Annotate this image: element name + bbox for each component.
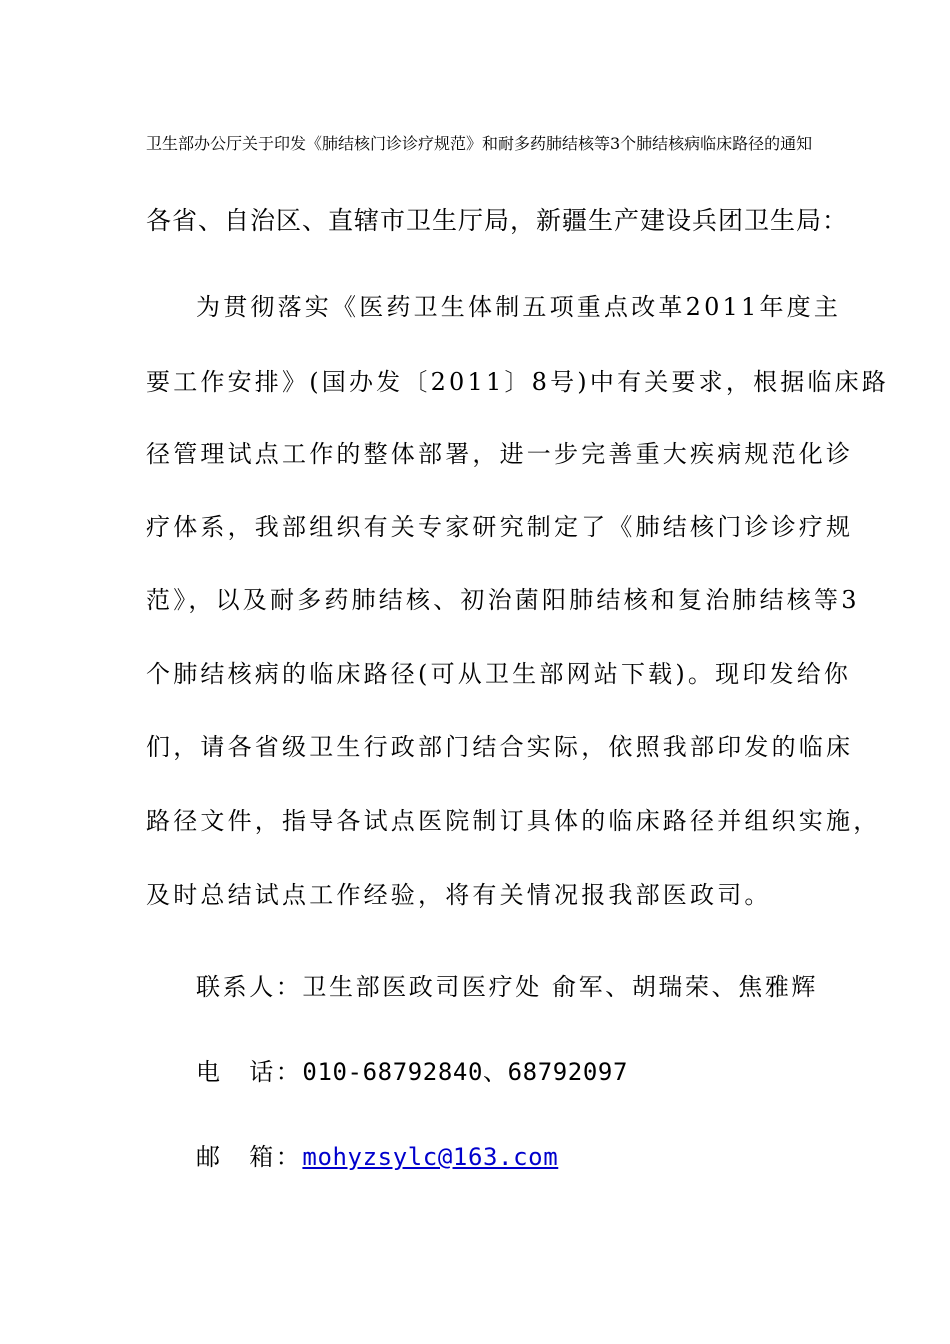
body-line-7: 们，请各省级卫生行政部门结合实际，依照我部印发的临床 <box>146 733 854 761</box>
document-title: 卫生部办公厅关于印发《肺结核门诊诊疗规范》和耐多药肺结核等3个肺结核病临床路径的通知 <box>146 134 813 153</box>
contact-person-value: 卫生部医政司医疗处 俞军、胡瑞荣、焦雅辉 <box>302 973 819 1001</box>
body-line-3: 径管理试点工作的整体部署，进一步完善重大疾病规范化诊 <box>146 440 854 468</box>
contact-phone-label: 电 话： <box>196 1058 303 1086</box>
body-line-8: 路径文件，指导各试点医院制订具体的临床路径并组织实施， <box>146 807 881 835</box>
contact-person-label: 联系人： <box>196 973 303 1001</box>
body-line-6: 个肺结核病的临床路径(可从卫生部网站下载)。现印发给你 <box>146 660 852 688</box>
salutation: 各省、自治区、直辖市卫生厅局，新疆生产建设兵团卫生局： <box>146 206 849 235</box>
contact-email-row <box>196 1139 558 1175</box>
body-line-5: 范》，以及耐多药肺结核、初治菌阳肺结核和复治肺结核等3 <box>146 586 860 614</box>
contact-phone-value: 010-68792840、68792097 <box>302 1058 628 1086</box>
contact-email-label: 邮 箱： <box>196 1143 303 1171</box>
contact-phone-row <box>196 1054 628 1090</box>
body-line-4: 疗体系，我部组织有关专家研究制定了《肺结核门诊诊疗规 <box>146 513 854 541</box>
body-line-2: 要工作安排》(国办发〔2011〕8号)中有关要求，根据临床路 <box>146 368 890 396</box>
contact-email-link[interactable]: mohyzsylc@163.com <box>302 1143 559 1171</box>
body-line-1: 为贯彻落实《医药卫生体制五项重点改革2011年度主 <box>196 293 842 321</box>
contact-person-row <box>196 969 818 1005</box>
body-line-9: 及时总结试点工作经验，将有关情况报我部医政司。 <box>146 881 772 909</box>
